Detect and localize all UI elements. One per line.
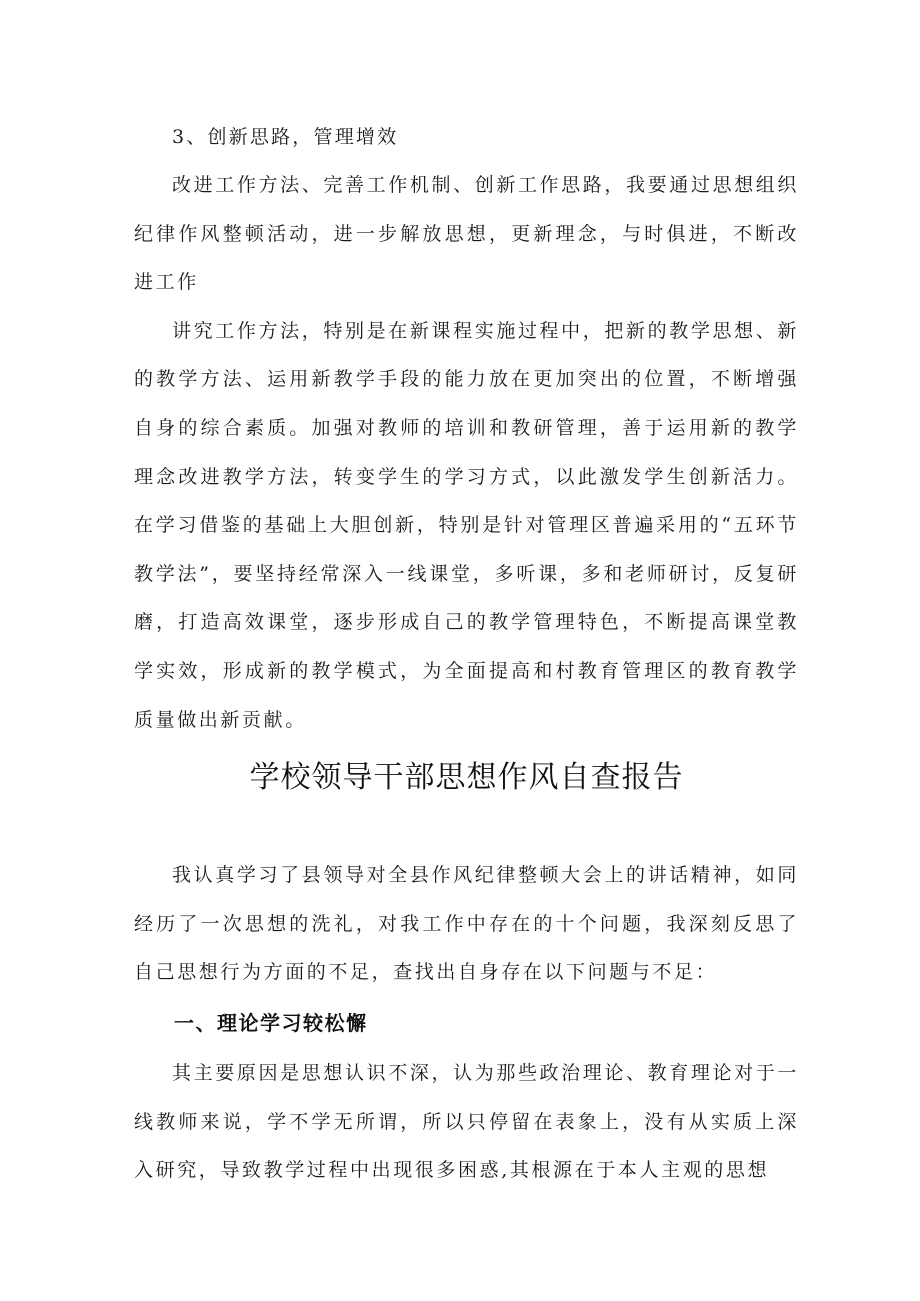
section-heading-theory-study: 一、理论学习较松懈 [174, 1010, 368, 1035]
paragraph-improve-methods: 改进工作方法、完善工作机制、创新工作思路，我要通过思想组织纪律作风整顿活动，进一步解放思想，更新理念，与时俱进，不断改进工作 [134, 174, 799, 294]
title-spacer [134, 810, 799, 851]
paragraph-teaching-methods: 讲究工作方法，特别是在新课程实施过程中，把新的教学思想、新的教学方法、运用新教学手段的能力放在更加突出的位置，不断增强自身的综合素质。加强对教师的培训和教研管理，善于运用新的教学理念改进教学方法，转变学生的学习方式，以此激发学生创新活力。在学习借鉴的基础上大胆创新，特别是针对管理区普遍采用的“五环节教学法”，要坚持经常深入一线课堂，多听课，多和老师研讨，反复研磨，打造高效课堂，逐步形成自己的教学管理特色，不断提高课堂教学实效，形成新的教学模式，为全面提高和村教育管理区的教育教学质量做出新贡献。 [134, 319, 799, 731]
subheading-innovation: 3、创新思路，管理增效 [172, 126, 399, 148]
paragraph-intro: 我认真学习了县领导对全县作风纪律整顿大会上的讲话精神，如同经历了一次思想的洗礼，对我工作中存在的十个问题，我深刻反思了自己思想行为方面的不足，查找出自身存在以下问题与不足： [134, 864, 799, 984]
paragraph-theory-study: 其主要原因是思想认识不深，认为那些政治理论、教育理论对于一线教师来说，学不学无所谓，所以只停留在表象上，没有从实质上深入研究，导致教学过程中出现很多困惑,其根源在于本人主观的思想 [134, 1061, 799, 1182]
document-body [134, 113, 799, 1195]
report-title: 学校领导干部思想作风自查报告 [249, 760, 684, 796]
